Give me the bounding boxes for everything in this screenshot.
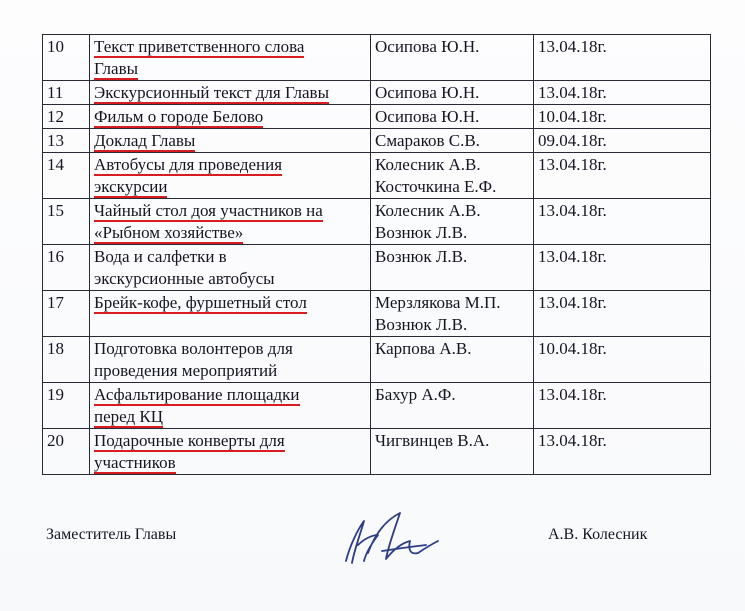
- task-text: Брейк-кофе, фуршетный стол: [94, 293, 307, 312]
- deadline-date: 13.04.18г.: [534, 199, 711, 245]
- task-text-line: [94, 292, 366, 314]
- deadline-date: 13.04.18г.: [534, 429, 711, 475]
- task-cell: [90, 429, 371, 475]
- responsible-cell: [371, 35, 534, 81]
- task-cell: [90, 199, 371, 245]
- signer-position: Заместитель Главы: [46, 526, 177, 543]
- task-text-line: [94, 268, 366, 290]
- task-text: Подарочные конверты для: [94, 431, 285, 450]
- row-number: 20: [43, 429, 90, 475]
- deadline-date: 13.04.18г.: [534, 35, 711, 81]
- task-text-line: [94, 338, 366, 360]
- deadline-date: 10.04.18г.: [534, 337, 711, 383]
- task-text: Чайный стол доя участников на: [94, 201, 323, 220]
- responsible-name: Вознюк Л.В.: [375, 247, 468, 266]
- task-text: Главы: [94, 59, 139, 78]
- tasks-table: [42, 34, 711, 475]
- task-cell: [90, 153, 371, 199]
- task-cell: [90, 291, 371, 337]
- responsible-name: Осипова Ю.Н.: [375, 37, 480, 56]
- table-row: [43, 429, 711, 475]
- task-text: Текст приветственного слова: [94, 37, 305, 56]
- task-text: проведения мероприятий: [94, 361, 278, 380]
- table-row: [43, 81, 711, 105]
- responsible-name: Смараков С.В.: [375, 131, 480, 150]
- responsible-cell: [371, 429, 534, 475]
- row-number: 14: [43, 153, 90, 199]
- table-row: [43, 337, 711, 383]
- row-number: 15: [43, 199, 90, 245]
- responsible-name: Колесник А.В.: [375, 155, 481, 174]
- task-text-line: [94, 222, 366, 244]
- responsible-name: Косточкина Е.Ф.: [375, 177, 497, 196]
- row-number: 18: [43, 337, 90, 383]
- deadline-date: 13.04.18г.: [534, 291, 711, 337]
- tasks-table-body: [43, 35, 711, 475]
- task-cell: [90, 129, 371, 153]
- responsible-name: Бахур А.Ф.: [375, 385, 456, 404]
- responsible-name: Мерзлякова М.П.: [375, 293, 501, 312]
- table-row: [43, 153, 711, 199]
- table-row: [43, 383, 711, 429]
- task-text-line: [94, 106, 366, 128]
- table-row: [43, 129, 711, 153]
- responsible-name: Осипова Ю.Н.: [375, 83, 480, 102]
- task-cell: [90, 245, 371, 291]
- task-cell: [90, 337, 371, 383]
- row-number: 17: [43, 291, 90, 337]
- responsible-name: Вознюк Л.В.: [375, 223, 468, 242]
- task-text-line: [94, 154, 366, 176]
- responsible-cell: [371, 337, 534, 383]
- row-number: 13: [43, 129, 90, 153]
- task-text: Асфальтирование площадки: [94, 385, 300, 404]
- task-cell: [90, 35, 371, 81]
- task-text-line: [94, 200, 366, 222]
- task-text-line: [94, 452, 366, 474]
- task-text: Подготовка волонтеров для: [94, 339, 293, 358]
- responsible-name: Чигвинцев В.А.: [375, 431, 490, 450]
- row-number: 19: [43, 383, 90, 429]
- row-number: 16: [43, 245, 90, 291]
- task-text-line: [94, 36, 366, 58]
- task-text-line: [94, 430, 366, 452]
- task-text-line: [94, 406, 366, 428]
- row-number: 12: [43, 105, 90, 129]
- task-text: перед КЦ: [94, 407, 163, 426]
- task-text-line: [94, 82, 366, 104]
- task-text: участников: [94, 453, 176, 472]
- responsible-cell: [371, 105, 534, 129]
- task-cell: [90, 383, 371, 429]
- task-cell: [90, 81, 371, 105]
- table-row: [43, 291, 711, 337]
- task-text-line: [94, 130, 366, 152]
- responsible-cell: [371, 291, 534, 337]
- task-text-line: [94, 58, 366, 80]
- table-row: [43, 245, 711, 291]
- deadline-date: 13.04.18г.: [534, 245, 711, 291]
- task-cell: [90, 105, 371, 129]
- responsible-name: Вознюк Л.В.: [375, 315, 468, 334]
- responsible-name: Осипова Ю.Н.: [375, 107, 480, 126]
- row-number: 10: [43, 35, 90, 81]
- table-row: [43, 199, 711, 245]
- deadline-date: 13.04.18г.: [534, 81, 711, 105]
- task-text: экскурсионные автобусы: [94, 269, 275, 288]
- responsible-cell: [371, 153, 534, 199]
- task-text: экскурсии: [94, 177, 168, 196]
- table-row: [43, 35, 711, 81]
- task-text-line: [94, 360, 366, 382]
- task-text: Фильм о городе Белово: [94, 107, 264, 126]
- task-text-line: [94, 176, 366, 198]
- task-text-line: [94, 246, 366, 268]
- deadline-date: 10.04.18г.: [534, 105, 711, 129]
- responsible-cell: [371, 81, 534, 105]
- deadline-date: 13.04.18г.: [534, 153, 711, 199]
- responsible-name: Колесник А.В.: [375, 201, 481, 220]
- task-text: «Рыбном хозяйстве»: [94, 223, 244, 242]
- signer-name: А.В. Колесник: [548, 526, 648, 543]
- deadline-date: 09.04.18г.: [534, 129, 711, 153]
- responsible-cell: [371, 199, 534, 245]
- task-text: Вода и салфетки в: [94, 247, 227, 266]
- responsible-cell: [371, 383, 534, 429]
- responsible-cell: [371, 129, 534, 153]
- table-row: [43, 105, 711, 129]
- task-text: Экскурсионный текст для Главы: [94, 83, 329, 102]
- deadline-date: 13.04.18г.: [534, 383, 711, 429]
- responsible-cell: [371, 245, 534, 291]
- task-text-line: [94, 384, 366, 406]
- responsible-name: Карпова А.В.: [375, 339, 472, 358]
- task-text: Доклад Главы: [94, 131, 196, 150]
- signature-image: [338, 505, 444, 571]
- row-number: 11: [43, 81, 90, 105]
- task-text: Автобусы для проведения: [94, 155, 283, 174]
